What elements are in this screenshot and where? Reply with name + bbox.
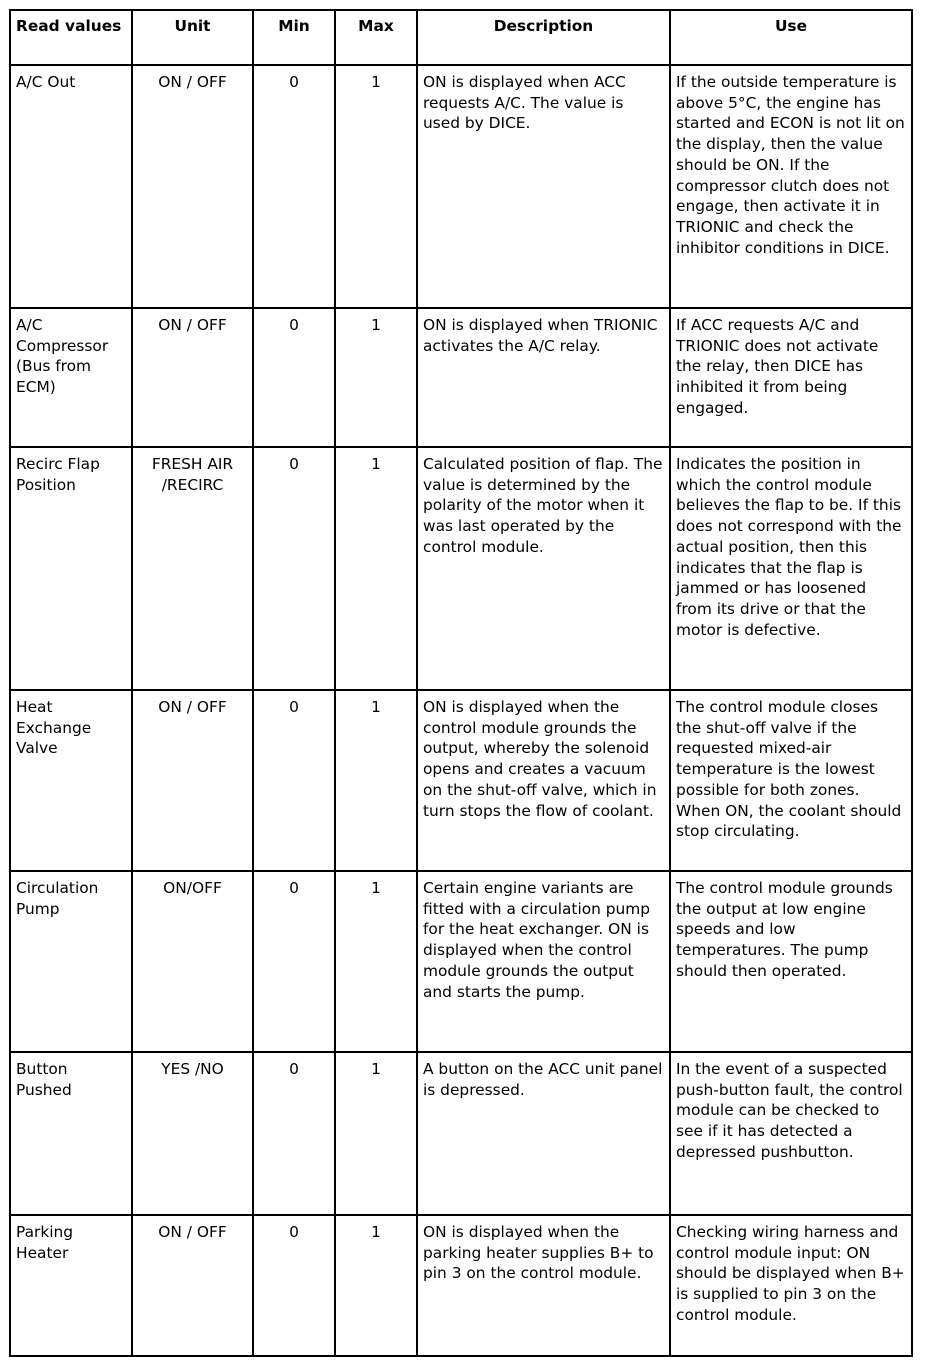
header-row — [10, 10, 912, 65]
cell-description: ON is displayed when TRIONIC activates the A/C relay. — [417, 308, 670, 447]
cell-min: 0 — [253, 447, 335, 690]
cell-description: Calculated position of flap. The value is determined by the polarity of the motor when it was last operated by the control module. — [417, 447, 670, 690]
cell-unit: ON / OFF — [132, 308, 253, 447]
cell-read-value: Heat Exchange Valve — [10, 690, 132, 871]
cell-read-value: Circulation Pump — [10, 871, 132, 1052]
cell-read-value: A/C Compressor (Bus from ECM) — [10, 308, 132, 447]
cell-use: The control module grounds the output at low engine speeds and low temperatures. The pump should then operated. — [670, 871, 912, 1052]
cell-description: Certain engine variants are fitted with a circulation pump for the heat exchanger. ON is displayed when the control module grounds the output and starts the pump. — [417, 871, 670, 1052]
cell-description: ON is displayed when ACC requests A/C. The value is used by DICE. — [417, 65, 670, 308]
table-row — [10, 65, 912, 308]
cell-description: ON is displayed when the control module grounds the output, whereby the solenoid opens and creates a vacuum on the shut-off valve, which in turn stops the flow of coolant. — [417, 690, 670, 871]
cell-unit: FRESH AIR /RECIRC — [132, 447, 253, 690]
table-row — [10, 690, 912, 871]
cell-max: 1 — [335, 1215, 417, 1356]
cell-min: 0 — [253, 65, 335, 308]
cell-min: 0 — [253, 871, 335, 1052]
cell-use: If the outside temperature is above 5°C, the engine has started and ECON is not lit on the display, then the value should be ON. If the compressor clutch does not engage, then activate it in TRIONIC and check the inhibitor conditions in DICE. — [670, 65, 912, 308]
read-values-table — [9, 9, 913, 1357]
cell-max: 1 — [335, 447, 417, 690]
cell-unit: ON / OFF — [132, 65, 253, 308]
cell-use: In the event of a suspected push-button fault, the control module can be checked to see if it has detected a depressed pushbutton. — [670, 1052, 912, 1215]
cell-read-value: Parking Heater — [10, 1215, 132, 1356]
cell-max: 1 — [335, 65, 417, 308]
cell-unit: ON / OFF — [132, 1215, 253, 1356]
cell-read-value: Button Pushed — [10, 1052, 132, 1215]
cell-use: The control module closes the shut-off valve if the requested mixed-air temperature is the lowest possible for both zones. When ON, the coolant should stop circulating. — [670, 690, 912, 871]
cell-description: A button on the ACC unit panel is depressed. — [417, 1052, 670, 1215]
cell-max: 1 — [335, 1052, 417, 1215]
cell-min: 0 — [253, 1052, 335, 1215]
header-description: Description — [417, 10, 670, 65]
cell-min: 0 — [253, 308, 335, 447]
table-row — [10, 1052, 912, 1215]
cell-min: 0 — [253, 690, 335, 871]
header-read-values: Read values — [10, 10, 132, 65]
table-row — [10, 1215, 912, 1356]
cell-max: 1 — [335, 871, 417, 1052]
cell-unit: YES /NO — [132, 1052, 253, 1215]
cell-description: ON is displayed when the parking heater supplies B+ to pin 3 on the control module. — [417, 1215, 670, 1356]
cell-unit: ON / OFF — [132, 690, 253, 871]
table-row — [10, 308, 912, 447]
header-max: Max — [335, 10, 417, 65]
table-row — [10, 871, 912, 1052]
cell-unit: ON/OFF — [132, 871, 253, 1052]
cell-min: 0 — [253, 1215, 335, 1356]
cell-use: Indicates the position in which the control module believes the flap to be. If this does not correspond with the actual position, then this indicates that the flap is jammed or has loosened from its drive or that the motor is defective. — [670, 447, 912, 690]
header-min: Min — [253, 10, 335, 65]
header-use: Use — [670, 10, 912, 65]
cell-max: 1 — [335, 690, 417, 871]
cell-max: 1 — [335, 308, 417, 447]
table-row — [10, 447, 912, 690]
header-unit: Unit — [132, 10, 253, 65]
cell-read-value: Recirc Flap Position — [10, 447, 132, 690]
cell-read-value: A/C Out — [10, 65, 132, 308]
cell-use: Checking wiring harness and control module input: ON should be displayed when B+ is supplied to pin 3 on the control module. — [670, 1215, 912, 1356]
cell-use: If ACC requests A/C and TRIONIC does not activate the relay, then DICE has inhibited it from being engaged. — [670, 308, 912, 447]
